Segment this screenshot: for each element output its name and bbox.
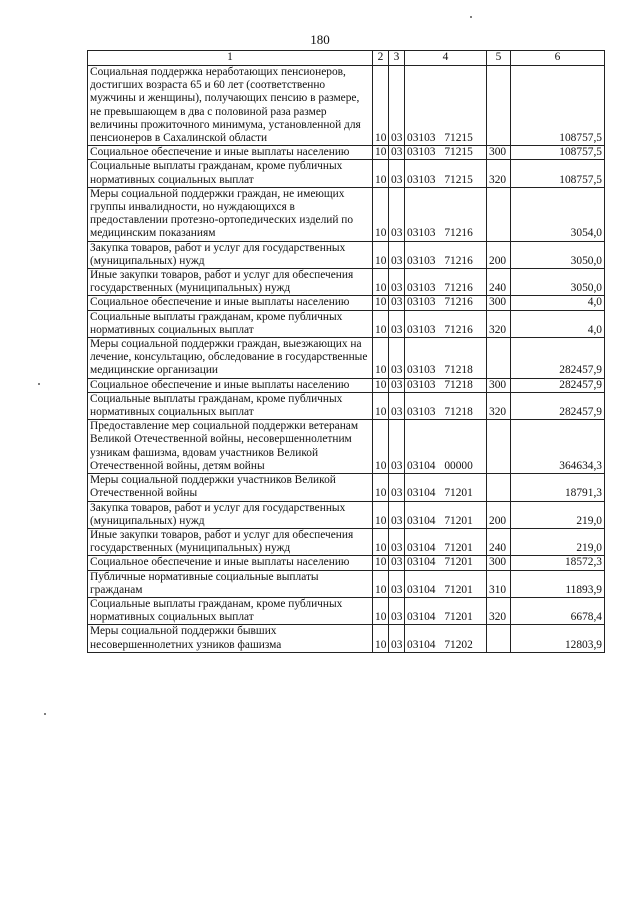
expense-type-cell — [487, 187, 511, 241]
subsection-code-cell: 03 — [389, 625, 405, 652]
subsection-code-cell: 03 — [389, 146, 405, 160]
target-article-cell: 03104 71201 — [405, 570, 487, 597]
scan-speck — [38, 383, 40, 385]
section-code-cell: 10 — [373, 556, 389, 570]
amount-cell: 18791,3 — [511, 474, 605, 501]
scan-speck — [44, 713, 46, 715]
subsection-code-cell: 03 — [389, 296, 405, 310]
target-article-cell: 03103 71215 — [405, 146, 487, 160]
amount-cell: 4,0 — [511, 296, 605, 310]
amount-cell: 18572,3 — [511, 556, 605, 570]
subsection-code-cell: 03 — [389, 597, 405, 624]
table-row — [88, 528, 605, 555]
row-name-cell: Социальные выплаты гражданам, кроме публичных нормативных социальных выплат — [88, 597, 373, 624]
target-article-cell: 03104 71201 — [405, 474, 487, 501]
table-row — [88, 187, 605, 241]
column-header: 4 — [405, 51, 487, 66]
amount-cell: 108757,5 — [511, 66, 605, 146]
section-code-cell: 10 — [373, 597, 389, 624]
section-code-cell: 10 — [373, 269, 389, 296]
column-header: 3 — [389, 51, 405, 66]
subsection-code-cell: 03 — [389, 160, 405, 187]
amount-cell: 108757,5 — [511, 160, 605, 187]
target-article-cell: 03103 71216 — [405, 241, 487, 268]
amount-cell: 11893,9 — [511, 570, 605, 597]
expense-type-cell: 320 — [487, 310, 511, 337]
table-row — [88, 378, 605, 392]
row-name-cell: Меры социальной поддержки граждан, выезжающих на лечение, консультацию, обследование в государственные медицинские организации — [88, 338, 373, 379]
section-code-cell: 10 — [373, 338, 389, 379]
table-row — [88, 296, 605, 310]
subsection-code-cell: 03 — [389, 338, 405, 379]
row-name-cell: Социальное обеспечение и иные выплаты населению — [88, 378, 373, 392]
expense-type-cell — [487, 338, 511, 379]
expense-type-cell: 310 — [487, 570, 511, 597]
page-number: 180 — [310, 32, 330, 47]
row-name-cell: Социальное обеспечение и иные выплаты населению — [88, 296, 373, 310]
target-article-cell: 03103 71216 — [405, 296, 487, 310]
amount-cell: 3050,0 — [511, 269, 605, 296]
row-name-cell: Иные закупки товаров, работ и услуг для обеспечения государственных (муниципальных) нужд — [88, 269, 373, 296]
target-article-cell: 03103 71216 — [405, 269, 487, 296]
section-code-cell: 10 — [373, 241, 389, 268]
table-row — [88, 625, 605, 652]
column-header: 5 — [487, 51, 511, 66]
row-name-cell: Социальная поддержка неработающих пенсионеров, достигших возраста 65 и 60 лет (соответственно мужчины и женщины), получающих пенсию в размере, не превышающем в два с половиной раза размер величины прожиточного минимума, установленной для пенсионеров в Сахалинской области — [88, 66, 373, 146]
column-header: 2 — [373, 51, 389, 66]
table-row — [88, 474, 605, 501]
table-row — [88, 501, 605, 528]
subsection-code-cell: 03 — [389, 378, 405, 392]
table-header-row — [88, 51, 605, 66]
target-article-cell: 03104 71202 — [405, 625, 487, 652]
subsection-code-cell: 03 — [389, 474, 405, 501]
section-code-cell: 10 — [373, 420, 389, 474]
target-article-cell: 03104 71201 — [405, 597, 487, 624]
expense-type-cell: 240 — [487, 269, 511, 296]
amount-cell: 219,0 — [511, 501, 605, 528]
table-row — [88, 66, 605, 146]
expense-type-cell — [487, 420, 511, 474]
table-body — [88, 66, 605, 653]
table-row — [88, 269, 605, 296]
row-name-cell: Социальные выплаты гражданам, кроме публичных нормативных социальных выплат — [88, 310, 373, 337]
amount-cell: 6678,4 — [511, 597, 605, 624]
target-article-cell: 03103 71218 — [405, 378, 487, 392]
section-code-cell: 10 — [373, 378, 389, 392]
subsection-code-cell: 03 — [389, 187, 405, 241]
expense-type-cell — [487, 625, 511, 652]
expense-type-cell: 320 — [487, 597, 511, 624]
row-name-cell: Предоставление мер социальной поддержки ветеранам Великой Отечественной войны, несовершеннолетним узникам фашизма, вдовам участников Великой Отечественной войны, детям войны — [88, 420, 373, 474]
section-code-cell: 10 — [373, 528, 389, 555]
table-row — [88, 146, 605, 160]
section-code-cell: 10 — [373, 625, 389, 652]
amount-cell: 219,0 — [511, 528, 605, 555]
row-name-cell: Меры социальной поддержки бывших несовершеннолетних узников фашизма — [88, 625, 373, 652]
expense-type-cell — [487, 66, 511, 146]
target-article-cell: 03104 71201 — [405, 501, 487, 528]
section-code-cell: 10 — [373, 66, 389, 146]
subsection-code-cell: 03 — [389, 66, 405, 146]
subsection-code-cell: 03 — [389, 528, 405, 555]
expense-type-cell: 200 — [487, 501, 511, 528]
amount-cell: 282457,9 — [511, 392, 605, 419]
row-name-cell: Закупка товаров, работ и услуг для государственных (муниципальных) нужд — [88, 501, 373, 528]
table-row — [88, 338, 605, 379]
section-code-cell: 10 — [373, 160, 389, 187]
table-row — [88, 241, 605, 268]
row-name-cell: Социальные выплаты гражданам, кроме публичных нормативных социальных выплат — [88, 160, 373, 187]
row-name-cell: Иные закупки товаров, работ и услуг для обеспечения государственных (муниципальных) нужд — [88, 528, 373, 555]
table-row — [88, 392, 605, 419]
amount-cell: 3050,0 — [511, 241, 605, 268]
target-article-cell: 03103 71218 — [405, 338, 487, 379]
section-code-cell: 10 — [373, 187, 389, 241]
target-article-cell: 03103 71216 — [405, 310, 487, 337]
column-header: 1 — [88, 51, 373, 66]
subsection-code-cell: 03 — [389, 310, 405, 337]
section-code-cell: 10 — [373, 570, 389, 597]
table-row — [88, 570, 605, 597]
section-code-cell: 10 — [373, 392, 389, 419]
amount-cell: 108757,5 — [511, 146, 605, 160]
target-article-cell: 03103 71218 — [405, 392, 487, 419]
amount-cell: 282457,9 — [511, 338, 605, 379]
section-code-cell: 10 — [373, 310, 389, 337]
table-row — [88, 160, 605, 187]
subsection-code-cell: 03 — [389, 501, 405, 528]
subsection-code-cell: 03 — [389, 570, 405, 597]
row-name-cell: Публичные нормативные социальные выплаты гражданам — [88, 570, 373, 597]
expense-type-cell: 200 — [487, 241, 511, 268]
scan-speck — [470, 16, 472, 18]
row-name-cell: Меры социальной поддержки граждан, не имеющих группы инвалидности, но нуждающихся в предоставлении протезно-ортопедических изделий по медицинским показаниям — [88, 187, 373, 241]
target-article-cell: 03103 71215 — [405, 66, 487, 146]
table-row — [88, 420, 605, 474]
table-row — [88, 597, 605, 624]
table-row — [88, 556, 605, 570]
subsection-code-cell: 03 — [389, 420, 405, 474]
subsection-code-cell: 03 — [389, 556, 405, 570]
section-code-cell: 10 — [373, 501, 389, 528]
section-code-cell: 10 — [373, 146, 389, 160]
row-name-cell: Социальное обеспечение и иные выплаты населению — [88, 556, 373, 570]
row-name-cell: Социальные выплаты гражданам, кроме публичных нормативных социальных выплат — [88, 392, 373, 419]
subsection-code-cell: 03 — [389, 241, 405, 268]
row-name-cell: Закупка товаров, работ и услуг для государственных (муниципальных) нужд — [88, 241, 373, 268]
expense-type-cell: 320 — [487, 392, 511, 419]
table-row — [88, 310, 605, 337]
amount-cell: 12803,9 — [511, 625, 605, 652]
expense-type-cell: 300 — [487, 378, 511, 392]
amount-cell: 282457,9 — [511, 378, 605, 392]
expense-type-cell: 300 — [487, 556, 511, 570]
amount-cell: 364634,3 — [511, 420, 605, 474]
subsection-code-cell: 03 — [389, 269, 405, 296]
amount-cell: 4,0 — [511, 310, 605, 337]
expense-type-cell — [487, 474, 511, 501]
target-article-cell: 03104 71201 — [405, 556, 487, 570]
row-name-cell: Меры социальной поддержки участников Великой Отечественной войны — [88, 474, 373, 501]
section-code-cell: 10 — [373, 296, 389, 310]
section-code-cell: 10 — [373, 474, 389, 501]
budget-table — [87, 50, 605, 653]
target-article-cell: 03103 71216 — [405, 187, 487, 241]
row-name-cell: Социальное обеспечение и иные выплаты населению — [88, 146, 373, 160]
target-article-cell: 03103 71215 — [405, 160, 487, 187]
expense-type-cell: 320 — [487, 160, 511, 187]
expense-type-cell: 300 — [487, 146, 511, 160]
expense-type-cell: 240 — [487, 528, 511, 555]
subsection-code-cell: 03 — [389, 392, 405, 419]
target-article-cell: 03104 00000 — [405, 420, 487, 474]
expense-type-cell: 300 — [487, 296, 511, 310]
target-article-cell: 03104 71201 — [405, 528, 487, 555]
column-header: 6 — [511, 51, 605, 66]
amount-cell: 3054,0 — [511, 187, 605, 241]
